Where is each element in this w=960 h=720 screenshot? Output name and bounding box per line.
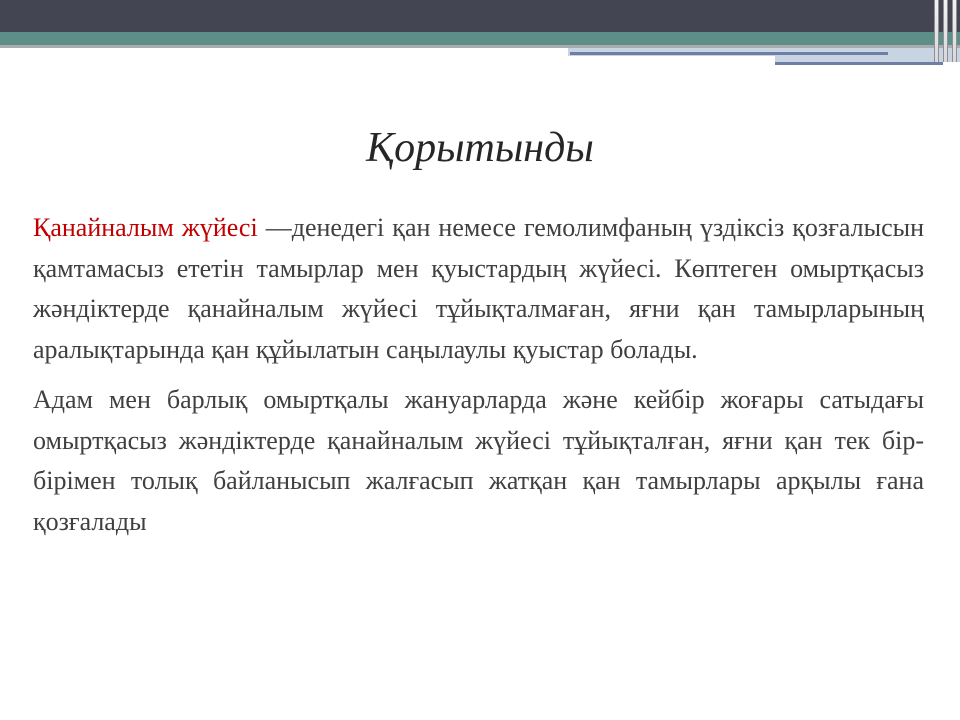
header-stripes-decoration [914, 0, 960, 62]
header-band-teal [0, 32, 960, 45]
slide-body [33, 208, 924, 542]
paragraph-closed-system: Адам мен барлық омыртқалы жануарларда және кейбір жоғары сатыдағы омыртқасыз жәндіктерде қанайналым жүйесі тұйықталған, яғни қан тек бір-бірімен толық байланысып жалғасып жатқан қан тамырлары арқылы ғана қозғалады [33, 385, 924, 536]
header-accent-line [570, 52, 888, 55]
paragraph-definition [33, 208, 924, 370]
highlighted-term: Қанайналым жүйесі [33, 213, 258, 242]
header-accent-line-short [775, 62, 943, 65]
header-band-dark [0, 0, 960, 32]
paragraph-definition-text: —денедегі қан немесе гемолимфаның үздіксіз қозғалысын қамтамасыз ететін тамырлар мен қуыстардың жүйесі. Көптеген омыртқасыз жәндіктерде қанайналым жүйесі тұйықталмаған, яғни қан тамырларының аралықтарында қан құйылатын саңылаулы қуыстар болады. [33, 213, 924, 364]
slide-title: Қорытынды [366, 125, 594, 171]
